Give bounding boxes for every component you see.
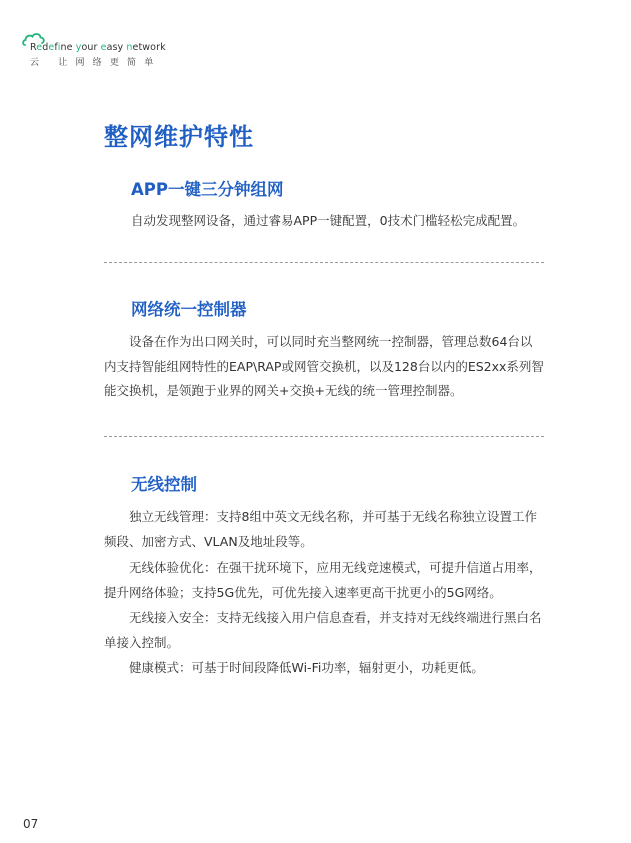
logo-slogan-cn: 云 让网络更简单 bbox=[30, 58, 162, 68]
page-number: 07 bbox=[23, 817, 39, 831]
section-paragraph: 健康模式：可基于时间段降低Wi-Fi功率，辐射更小，功耗更低。 bbox=[129, 660, 484, 675]
logo-slogan-part: n bbox=[126, 42, 133, 53]
logo-slogan-part: y bbox=[75, 42, 82, 53]
section-paragraph: 独立无线管理：支持8组中英文无线名称，并可基于无线名称独立设置工作频段、加密方式、VLAN及地址段等。 bbox=[104, 509, 537, 549]
section-paragraph: 无线接入安全：支持无线接入用户信息查看，并支持对无线终端进行黑白名单接入控制。 bbox=[104, 610, 542, 650]
section-heading-app: APP一键三分钟组网 bbox=[131, 180, 284, 199]
logo-slogan-part: etwork bbox=[132, 42, 166, 53]
logo-slogan-part: ne bbox=[60, 42, 76, 53]
logo-slogan-part: e bbox=[36, 42, 43, 53]
section-paragraph: 自动发现整网设备，通过睿易APP一键配置，0技术门槛轻松完成配置。 bbox=[131, 213, 526, 228]
logo-slogan-part: f bbox=[54, 42, 58, 53]
page-title: 整网维护特性 bbox=[104, 123, 254, 151]
section-heading-wireless: 无线控制 bbox=[131, 475, 197, 494]
logo-slogan-part: e bbox=[48, 42, 55, 53]
logo-slogan-part: R bbox=[30, 42, 37, 53]
section-heading-controller: 网络统一控制器 bbox=[131, 300, 247, 319]
logo-slogan-part: asy bbox=[106, 42, 127, 53]
section-paragraph: 无线体验优化：在强干扰环境下，应用无线竞速模式，可提升信道占用率，提升网络体验；支持5G优先，可优先接入速率更高干扰更小的5G网络。 bbox=[104, 560, 542, 600]
section-paragraph: 设备在作为出口网关时，可以同时充当整网统一控制器，管理总数64台以内支持智能组网特性的EAP\RAP或网管交换机，以及128台以内的ES2xx系列智能交换机，是领跑于业界的网关+交换+无线的统一管理控制器。 bbox=[104, 334, 544, 398]
dashed-divider bbox=[104, 262, 544, 263]
dashed-divider bbox=[104, 436, 544, 437]
logo-slogan-en bbox=[30, 42, 166, 53]
logo-slogan-part: e bbox=[100, 42, 107, 53]
logo-slogan-part: d bbox=[42, 42, 49, 53]
logo-slogan-part: i bbox=[57, 42, 61, 53]
logo-slogan-part: our bbox=[81, 42, 101, 53]
brand-logo bbox=[22, 32, 172, 72]
